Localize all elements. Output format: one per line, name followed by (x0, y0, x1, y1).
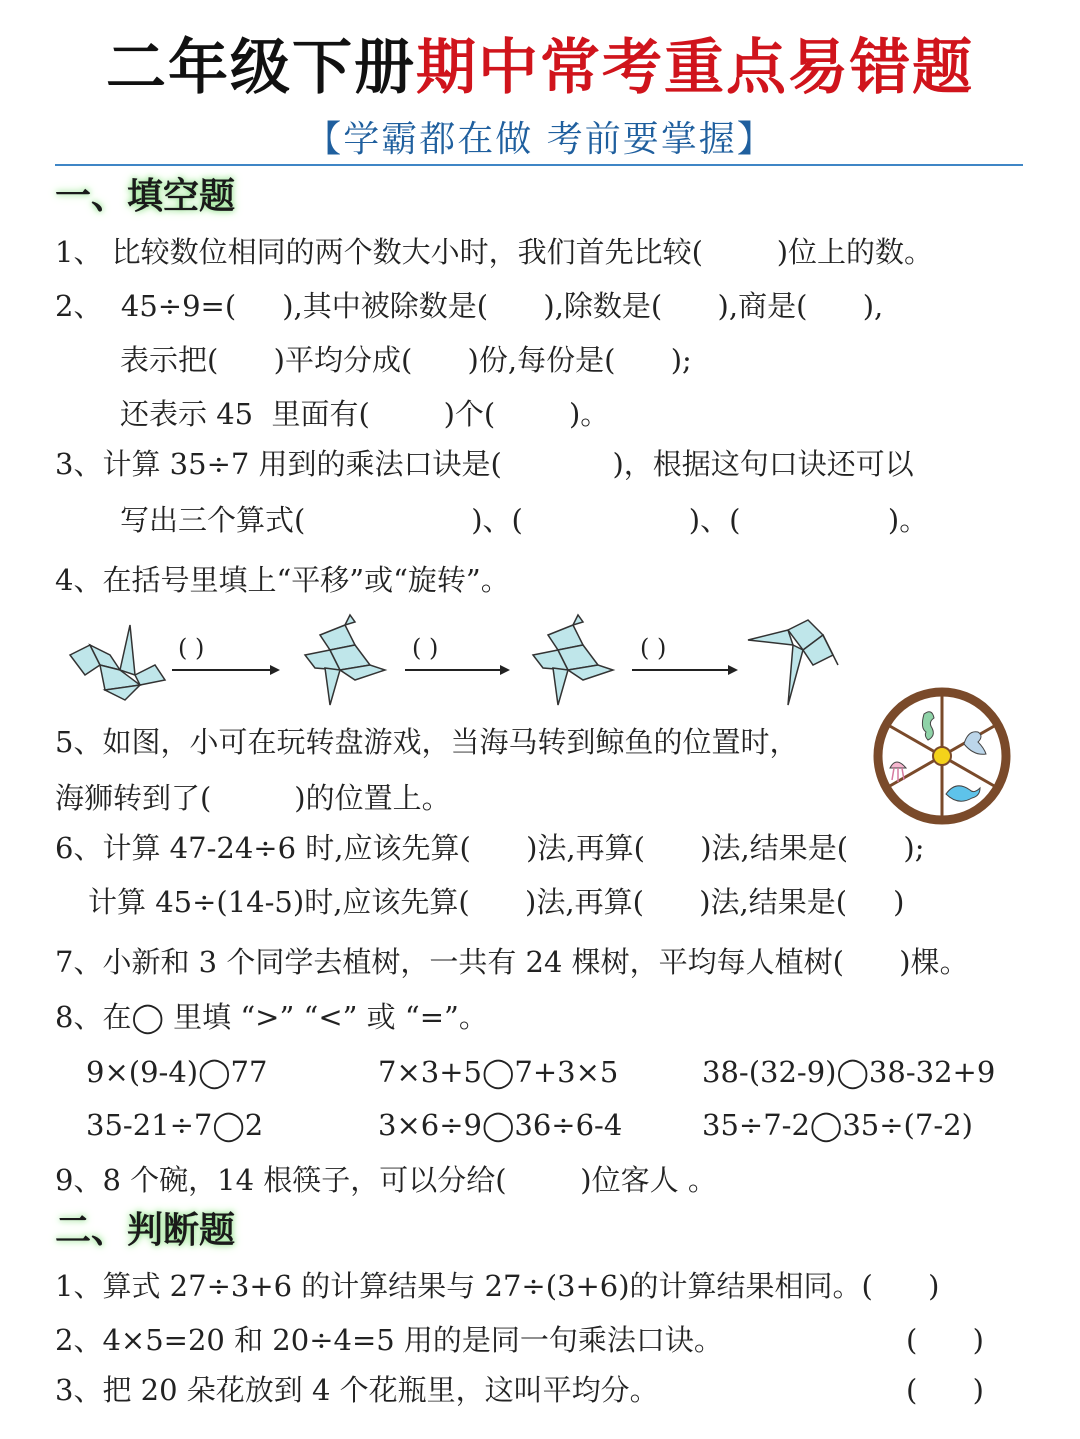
judge-item-2-blank: ( ) (906, 1323, 984, 1357)
page-subtitle: 【学霸都在做 考前要掌握】 (305, 119, 775, 160)
question-2-line1: 2、 45÷9=( ),其中被除数是( ),除数是( ),商是( ), (55, 289, 884, 323)
question-8: 8、在◯ 里填 “>” “<” 或 “=”。 (55, 1000, 488, 1034)
judge-item-3: 3、把 20 朵花放到 4 个花瓶里，这叫平均分。 (55, 1373, 659, 1407)
compare-item-5: 3×6÷9◯36÷6-4 (378, 1108, 623, 1142)
section-heading-judge: 二、判断题 (55, 1210, 236, 1251)
spinner-wheel (872, 686, 1012, 826)
judge-item-3-blank: ( ) (906, 1373, 984, 1407)
crane-transform-figure (60, 610, 860, 710)
title-part-red: 期中常考重点易错题 (416, 33, 974, 103)
transform-blank-2: ( ) (412, 634, 439, 662)
judge-item-1: 1、算式 27÷3+6 的计算结果与 27÷(3+6)的计算结果相同。( ) (55, 1269, 940, 1303)
question-5-line1: 5、如图，小可在玩转盘游戏，当海马转到鲸鱼的位置时， (55, 725, 799, 759)
page-title (0, 28, 1080, 108)
paper-crane-icon (748, 620, 838, 705)
header-divider (55, 164, 1023, 166)
question-4: 4、在括号里填上“平移”或“旋转”。 (55, 563, 510, 597)
question-7: 7、小新和 3 个同学去植树，一共有 24 棵树，平均每人植树( )棵。 (55, 945, 969, 979)
question-9: 9、8 个碗，14 根筷子，可以分给( )位客人 。 (55, 1163, 717, 1197)
paper-crane-icon (70, 625, 165, 700)
compare-item-1: 9×(9-4)◯77 (86, 1055, 268, 1089)
question-1: 1、 比较数位相同的两个数大小时，我们首先比较( )位上的数。 (55, 235, 934, 269)
question-3-line2: 写出三个算式( )、( )、( )。 (120, 503, 929, 537)
question-2-line3: 还表示 45 里面有( )个( )。 (120, 397, 610, 431)
section-heading-fill: 一、填空题 (55, 176, 236, 217)
title-part-black: 二年级下册 (106, 33, 416, 103)
transform-blank-1: ( ) (178, 634, 205, 662)
transform-blank-3: ( ) (640, 634, 667, 662)
paper-crane-icon (305, 615, 385, 705)
judge-item-2: 2、4×5=20 和 20÷4=5 用的是同一句乘法口诀。 (55, 1323, 723, 1357)
question-6-line2: 计算 45÷(14-5)时,应该先算( )法,再算( )法,结果是( ) (88, 885, 905, 919)
question-5-line2: 海狮转到了( )的位置上。 (55, 781, 451, 815)
compare-item-3: 38-(32-9)◯38-32+9 (702, 1055, 996, 1089)
compare-item-2: 7×3+5◯7+3×5 (378, 1055, 619, 1089)
question-3-line1: 3、计算 35÷7 用到的乘法口诀是( )，根据这句口诀还可以 (55, 447, 914, 481)
question-6-line1: 6、计算 47-24÷6 时,应该先算( )法,再算( )法,结果是( ); (55, 831, 925, 865)
compare-item-6: 35÷7-2◯35÷(7-2) (702, 1108, 973, 1142)
compare-item-4: 35-21÷7◯2 (86, 1108, 264, 1142)
question-2-line2: 表示把( )平均分成( )份,每份是( ); (120, 343, 692, 377)
paper-crane-icon (533, 615, 613, 705)
